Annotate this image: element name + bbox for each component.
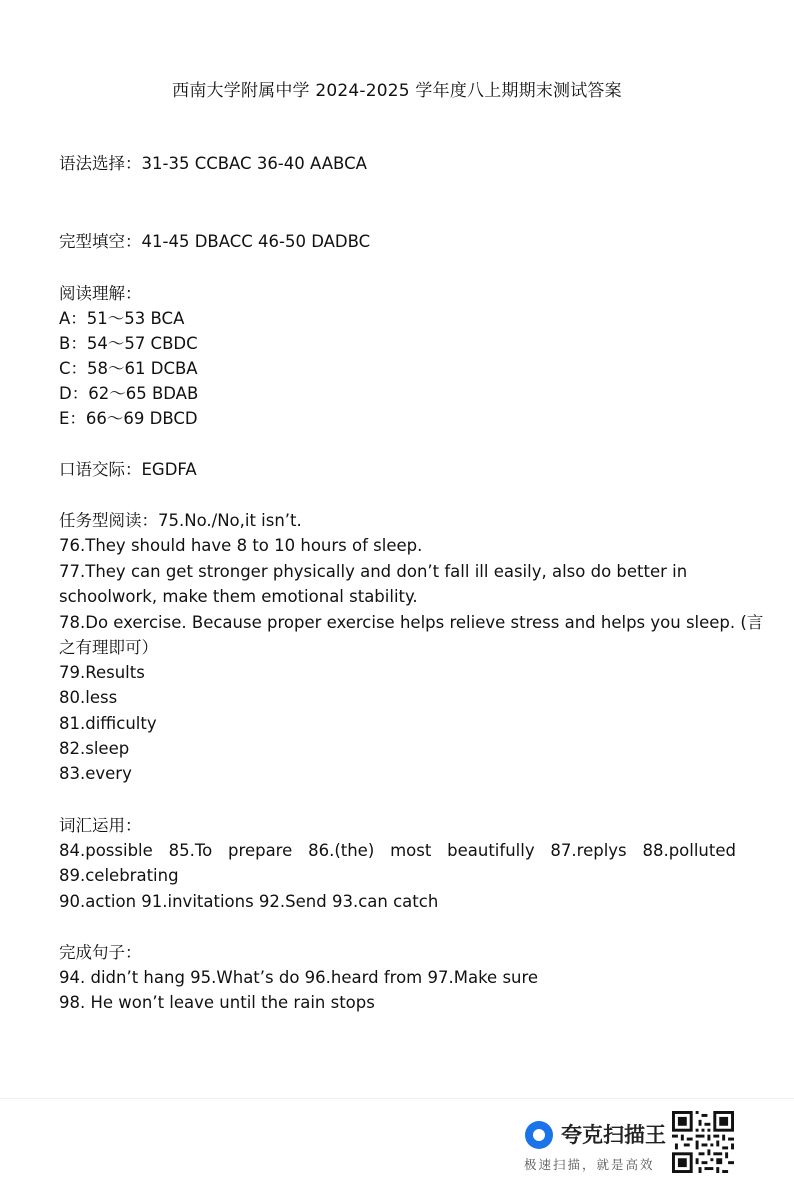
- sentences-row-1: 94. didn’t hang 95.What’s do 96.heard from 97.Make sure: [59, 968, 539, 987]
- task-reading-75: 任务型阅读：75.No./No,it isn’t.: [59, 511, 302, 530]
- task-reading-79: 79.Results: [59, 663, 145, 682]
- task-reading-81: 81.difficulty: [59, 714, 157, 733]
- vocab-word: 88.polluted: [642, 841, 736, 860]
- sentences-heading: 完成句子：: [59, 943, 142, 962]
- reading-item-e: E：66～69 DBCD: [59, 409, 198, 428]
- reading-heading: 阅读理解：: [59, 284, 142, 303]
- vocab-word: 84.possible: [59, 841, 153, 860]
- reading-item-c: C：58～61 DCBA: [59, 359, 198, 378]
- task-reading-76: 76.They should have 8 to 10 hours of sleep.: [59, 536, 423, 555]
- sentences-row-2: 98. He won’t leave until the rain stops: [59, 993, 375, 1012]
- vocab-word: prepare: [228, 841, 293, 860]
- task-reading-77: 77.They can get stronger physically and don’t fall ill easily, also do better in: [59, 562, 688, 581]
- vocab-word: 87.replys: [550, 841, 627, 860]
- vocab-word: 85.To: [168, 841, 213, 860]
- reading-item-d: D：62～65 BDAB: [59, 384, 199, 403]
- task-reading-77-cont: schoolwork, make them emotional stability.: [59, 587, 418, 606]
- vocab-word: 86.(the): [308, 841, 375, 860]
- task-reading-78-cont: 之有理即可）: [59, 638, 158, 657]
- vocab-row-3: 90.action 91.invitations 92.Send 93.can catch: [59, 892, 439, 911]
- vocab-word: most: [390, 841, 432, 860]
- reading-item-a: A：51～53 BCA: [59, 309, 185, 328]
- vocab-row-1: [59, 841, 736, 861]
- vocab-row-2: 89.celebrating: [59, 866, 179, 885]
- task-reading-80: 80.less: [59, 688, 118, 707]
- vocab-word: beautifully: [447, 841, 535, 860]
- brand-name: 夸克扫描王: [561, 1123, 666, 1147]
- task-reading-78: 78.Do exercise. Because proper exercise helps relieve stress and helps you sleep. (言: [59, 613, 764, 632]
- cloze-answers: 完型填空：41-45 DBACC 46-50 DADBC: [59, 232, 371, 251]
- document-title: 西南大学附属中学 2024-2025 学年度八上期期末测试答案: [172, 81, 622, 101]
- quark-logo-icon: [525, 1121, 553, 1149]
- footer-divider: [0, 1098, 794, 1099]
- vocab-heading: 词汇运用：: [59, 816, 142, 835]
- reading-item-b: B：54～57 CBDC: [59, 334, 198, 353]
- oral-answers: 口语交际：EGDFA: [59, 460, 197, 479]
- task-reading-83: 83.every: [59, 764, 132, 783]
- task-reading-82: 82.sleep: [59, 739, 130, 758]
- brand-slogan: 极速扫描，就是高效: [524, 1157, 655, 1172]
- qr-code-icon: [672, 1111, 734, 1173]
- grammar-answers: 语法选择：31-35 CCBAC 36-40 AABCA: [59, 154, 367, 173]
